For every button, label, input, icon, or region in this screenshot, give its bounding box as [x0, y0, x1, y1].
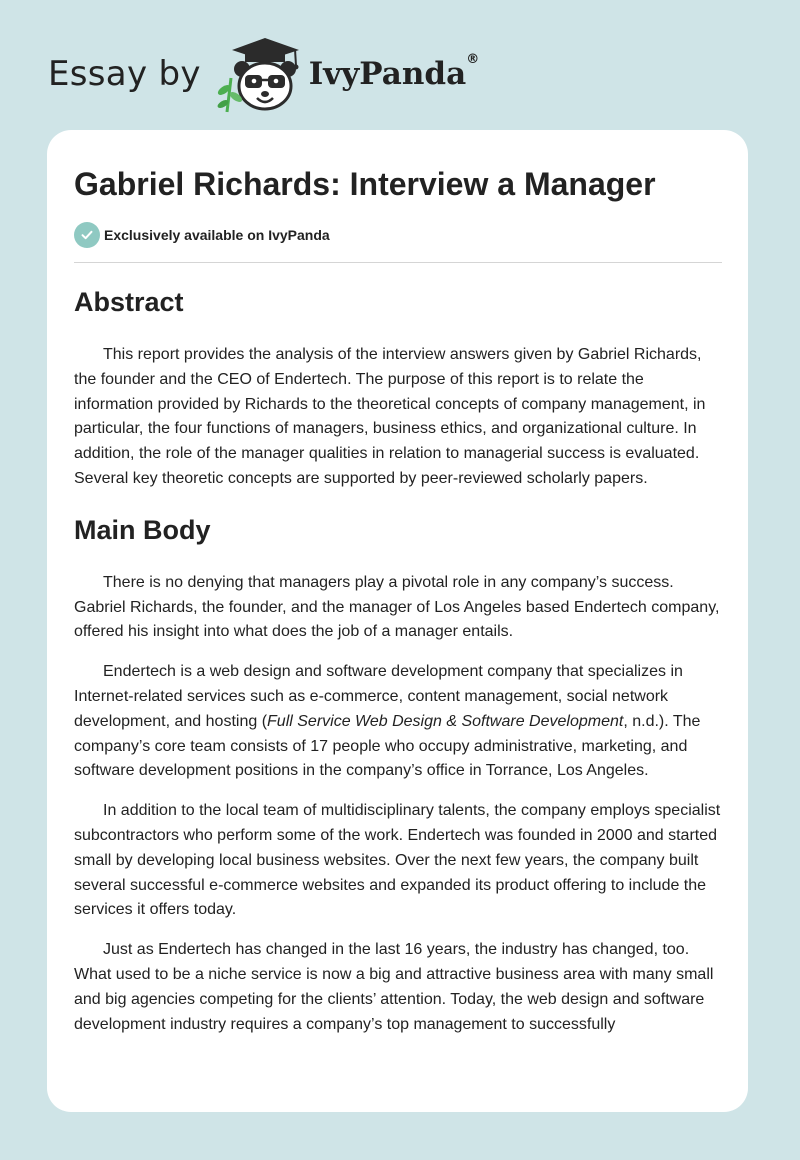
- section-heading-main-body: Main Body: [74, 514, 211, 545]
- brand-header[interactable]: [48, 34, 479, 114]
- brand-name: IvyPanda®: [308, 52, 480, 92]
- section-heading-abstract: Abstract: [74, 287, 184, 317]
- brand-prefix: Essay by: [48, 54, 201, 94]
- exclusive-badge: [74, 222, 722, 248]
- registered-mark: ®: [466, 52, 480, 67]
- essay-card: [47, 130, 748, 1112]
- abstract-paragraph: This report provides the analysis of the interview answers given by Gabriel Richards, the founder and the CEO of Endertech. The purpose of this report is to relate the information provided by Richards to the theoretical concepts of company management, in particular, the four functions of managers, business ethics, and organizational culture. In addition, the role of the manager qualities in relation to managerial success is evaluated. Several key theoretic concepts are supported by peer-reviewed scholarly papers.: [74, 346, 706, 487]
- body-paragraph: There is no denying that managers play a pivotal role in any company’s success. Gabriel Richards, the founder, and the manager of Los Angeles based Endertech company, offered his insight into what does the job of a manager entails.: [74, 573, 720, 641]
- paragraph-text: , n.d.). The company’s core team consists of 17 people who occupy administrative, marketing, and software development positions in the company’s office in Torrance, Los Angeles.: [74, 712, 701, 780]
- body-paragraph: In addition to the local team of multidisciplinary talents, the company employs specialist subcontractors who perform some of the work. Endertech was founded in 2000 and started small by developing local business websites. Over the next few years, the company built several successful e-commerce websites and expanded its product offering to include the services it offers today.: [74, 802, 721, 919]
- paragraph-text: Endertech is a web design and software development company that specializes in Internet-related services such as e-commerce, content management, social network development, and hosting (: [74, 663, 683, 730]
- title-divider: [74, 262, 722, 263]
- badge-text: Exclusively available on IvyPanda: [104, 227, 330, 243]
- body-paragraph: [74, 660, 722, 784]
- citation-title: Full Service Web Design & Software Development: [267, 712, 624, 730]
- page-title: Gabriel Richards: Interview a Manager: [74, 166, 656, 202]
- body-paragraph: Just as Endertech has changed in the last 16 years, the industry has changed, too. What used to be a niche service is now a big and attractive business area with many small and big agencies competing for the clients’ attention. Today, the web design and software development industry requires a company’s top management to successfully: [74, 941, 714, 1033]
- panda-logo-icon: [215, 34, 305, 114]
- check-icon: [74, 222, 100, 248]
